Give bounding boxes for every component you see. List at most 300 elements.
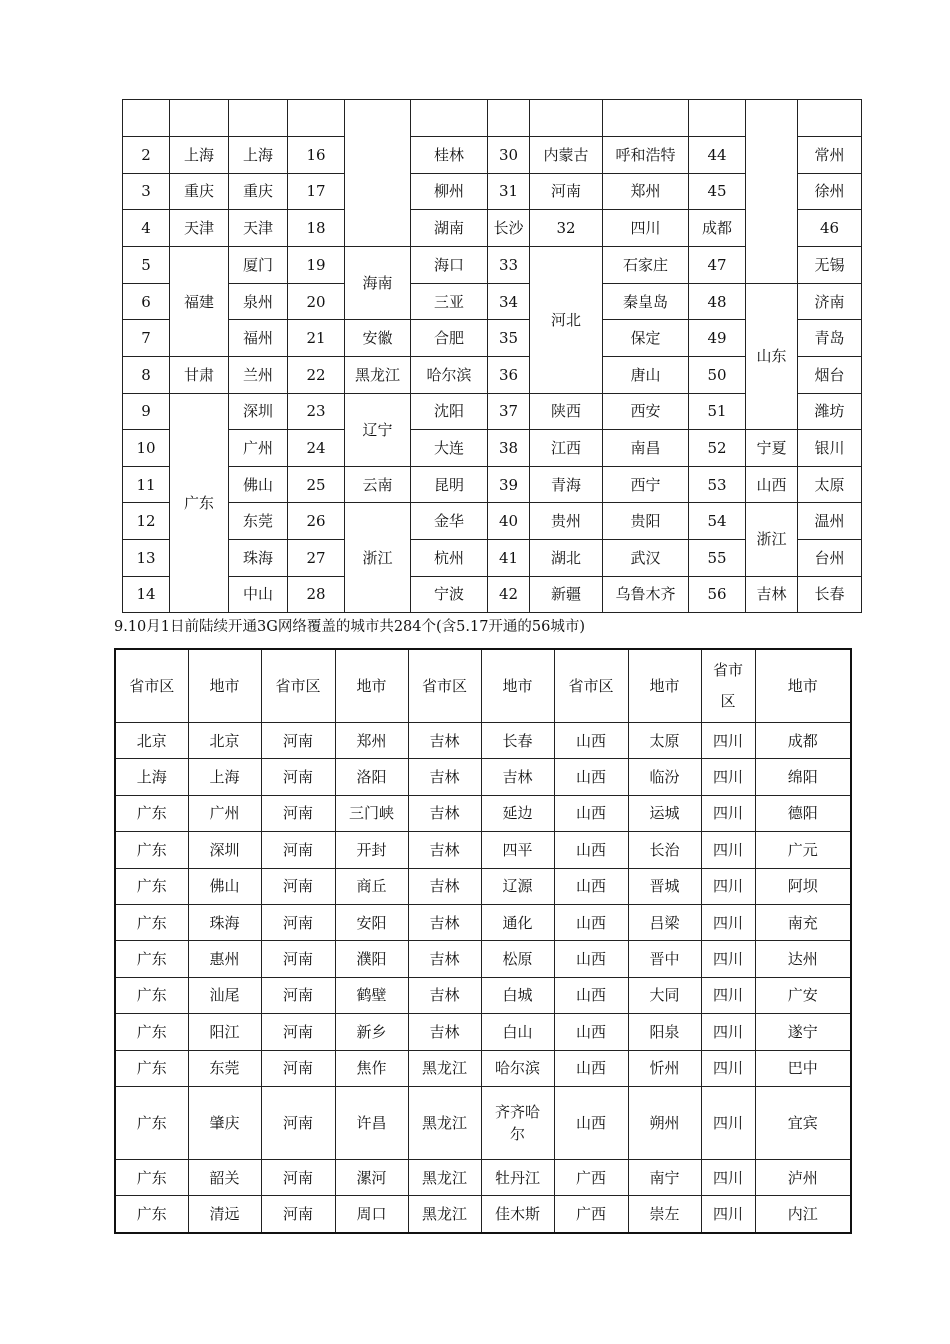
table-row — [115, 868, 851, 904]
city-cell — [755, 1159, 851, 1195]
province-cell — [554, 1014, 628, 1050]
city-cell — [481, 1014, 554, 1050]
province-cell — [261, 832, 335, 868]
city-cell — [481, 977, 554, 1013]
city-cell: 沈阳 — [411, 393, 488, 430]
city-cell — [335, 1196, 408, 1233]
cell-text: 宜宾 — [787, 1113, 818, 1132]
seq-number-cell: 52 — [689, 430, 746, 467]
cell-text: 广元 — [787, 840, 818, 859]
cell-text: 通化 — [502, 913, 533, 932]
cell-text: 清远 — [209, 1204, 240, 1223]
province-cell: 贵州 — [530, 503, 603, 540]
city-cell — [755, 977, 851, 1013]
province-cell — [115, 1086, 188, 1159]
city-cell — [628, 1086, 701, 1159]
cell-text: 忻州 — [649, 1059, 680, 1078]
seq-number-cell: 23 — [288, 393, 345, 430]
cell-text: 巴中 — [787, 1059, 818, 1078]
column-header-label: 省市区 — [421, 677, 467, 695]
province-cell — [115, 1159, 188, 1195]
city-cell — [335, 1086, 408, 1159]
seq-number-cell: 21 — [288, 320, 345, 357]
cell-text: 吕梁 — [649, 913, 680, 932]
seq-number-cell: 20 — [288, 283, 345, 320]
city-cell: 南昌 — [603, 430, 689, 467]
city-cell: 温州 — [798, 503, 862, 540]
cell-text: 晋城 — [649, 877, 680, 896]
cell-text: 白城 — [502, 986, 533, 1005]
city-cell — [188, 1014, 261, 1050]
province-cell — [554, 1159, 628, 1195]
cell-text: 上海 — [136, 768, 167, 787]
cell-text: 广东 — [136, 950, 167, 969]
table-row — [115, 1050, 851, 1086]
cell-text: 河南 — [282, 731, 313, 750]
province-cell — [408, 832, 481, 868]
cell-text: 山西 — [575, 877, 606, 896]
table-row — [123, 283, 862, 320]
province-cell: 黑龙江 — [345, 356, 411, 393]
province-cell — [408, 977, 481, 1013]
city-cell — [188, 868, 261, 904]
seq-number-cell: 4 — [123, 210, 170, 247]
province-cell — [115, 868, 188, 904]
cell-text: 漯河 — [356, 1168, 387, 1187]
province-cell: 福建 — [170, 247, 229, 357]
cell-text: 广西 — [575, 1204, 606, 1223]
empty-cell — [411, 100, 488, 137]
table-row — [123, 503, 862, 540]
province-cell — [261, 723, 335, 759]
province-cell — [701, 941, 755, 977]
seq-number-cell: 44 — [689, 137, 746, 174]
cell-text: 广东 — [136, 1204, 167, 1223]
province-cell — [261, 904, 335, 940]
seq-number-cell: 48 — [689, 283, 746, 320]
province-cell — [408, 1050, 481, 1086]
province-cell — [701, 977, 755, 1013]
city-cell: 福州 — [229, 320, 288, 357]
province-cell — [554, 795, 628, 831]
cell-text: 齐齐哈尔 — [494, 1102, 540, 1143]
province-cell: 宁夏 — [746, 430, 798, 467]
cell-text: 四川 — [712, 804, 743, 823]
city-cell: 海口 — [411, 247, 488, 284]
province-cell — [408, 941, 481, 977]
city-cell — [335, 832, 408, 868]
cell-text: 洛阳 — [356, 768, 387, 787]
seq-number-cell: 39 — [488, 466, 530, 503]
column-header — [481, 649, 554, 723]
table-row — [115, 977, 851, 1013]
cell-text: 吉林 — [429, 877, 460, 896]
city-cell: 徐州 — [798, 173, 862, 210]
city-cell — [335, 977, 408, 1013]
province-cell — [554, 977, 628, 1013]
city-cell — [755, 1014, 851, 1050]
city-cell: 上海 — [229, 137, 288, 174]
column-header — [261, 649, 335, 723]
province-cell — [408, 759, 481, 795]
city-cell: 郑州 — [603, 173, 689, 210]
cell-text: 哈尔滨 — [494, 1059, 540, 1078]
seq-number-cell: 37 — [488, 393, 530, 430]
province-cell — [554, 868, 628, 904]
cell-text: 四川 — [712, 1059, 743, 1078]
cell-text: 吉林 — [502, 768, 533, 787]
province-cell: 甘肃 — [170, 356, 229, 393]
cell-text: 山西 — [575, 1113, 606, 1132]
column-header-label: 地市 — [787, 677, 818, 695]
city-cell: 重庆 — [229, 173, 288, 210]
seq-number-cell: 45 — [689, 173, 746, 210]
cell-text: 广东 — [136, 1059, 167, 1078]
seq-number-cell: 40 — [488, 503, 530, 540]
province-cell — [554, 1086, 628, 1159]
column-header — [701, 649, 755, 723]
cell-text: 河南 — [282, 840, 313, 859]
cell-text: 山西 — [575, 804, 606, 823]
city-cell: 武汉 — [603, 539, 689, 576]
province-cell — [408, 1159, 481, 1195]
city-cell — [755, 941, 851, 977]
seq-number-cell: 5 — [123, 247, 170, 284]
province-cell — [554, 723, 628, 759]
seq-number-cell: 2 — [123, 137, 170, 174]
seq-number-cell: 13 — [123, 539, 170, 576]
empty-cell — [798, 100, 862, 137]
column-header — [188, 649, 261, 723]
column-header — [115, 649, 188, 723]
empty-cell — [288, 100, 345, 137]
city-cell — [188, 723, 261, 759]
province-cell — [261, 1159, 335, 1195]
cell-text: 晋中 — [649, 950, 680, 969]
city-cell — [481, 941, 554, 977]
province-cell: 上海 — [170, 137, 229, 174]
seq-number-cell: 36 — [488, 356, 530, 393]
province-cell: 四川 — [603, 210, 689, 247]
seq-number-cell: 51 — [689, 393, 746, 430]
province-cell — [554, 1050, 628, 1086]
province-cell — [701, 759, 755, 795]
seq-number-cell: 30 — [488, 137, 530, 174]
city-cell — [628, 904, 701, 940]
city-cell — [481, 723, 554, 759]
province-cell — [115, 1050, 188, 1086]
city-cell — [755, 904, 851, 940]
city-cell: 广州 — [229, 430, 288, 467]
cell-text: 阳泉 — [649, 1022, 680, 1041]
city-cell — [481, 1159, 554, 1195]
province-cell: 湖南 — [411, 210, 488, 247]
city-cell: 无锡 — [798, 247, 862, 284]
cell-text: 深圳 — [209, 840, 240, 859]
table-header-row — [115, 649, 851, 723]
province-cell — [261, 977, 335, 1013]
cell-text: 河南 — [282, 768, 313, 787]
cell-text: 黑龙江 — [421, 1059, 467, 1078]
table-row — [115, 723, 851, 759]
seq-number-cell: 14 — [123, 576, 170, 613]
province-cell — [408, 1196, 481, 1233]
city-cell: 宁波 — [411, 576, 488, 613]
city-cell: 合肥 — [411, 320, 488, 357]
cell-text: 朔州 — [649, 1113, 680, 1132]
province-cell — [115, 941, 188, 977]
seq-number-cell: 42 — [488, 576, 530, 613]
province-cell — [261, 1050, 335, 1086]
cell-text: 达州 — [787, 950, 818, 969]
seq-number-cell: 7 — [123, 320, 170, 357]
cell-text: 广东 — [136, 840, 167, 859]
seq-number-cell: 3 — [123, 173, 170, 210]
cell-text: 绵阳 — [787, 768, 818, 787]
province-cell — [261, 759, 335, 795]
column-header — [408, 649, 481, 723]
province-cell — [554, 832, 628, 868]
city-cell: 乌鲁木齐 — [603, 576, 689, 613]
city-cell — [188, 795, 261, 831]
column-header-label: 地市 — [209, 677, 240, 695]
seq-number-cell: 33 — [488, 247, 530, 284]
seq-number-cell: 18 — [288, 210, 345, 247]
city-cell: 台州 — [798, 539, 862, 576]
cell-text: 吉林 — [429, 913, 460, 932]
seq-number-cell: 34 — [488, 283, 530, 320]
cell-text: 吉林 — [429, 768, 460, 787]
cell-text: 四川 — [712, 768, 743, 787]
province-cell: 青海 — [530, 466, 603, 503]
empty-cell — [170, 100, 229, 137]
city-cell — [628, 977, 701, 1013]
cell-text: 河南 — [282, 1022, 313, 1041]
province-cell — [408, 723, 481, 759]
city-cell — [755, 723, 851, 759]
cell-text: 太原 — [649, 731, 680, 750]
province-cell — [701, 904, 755, 940]
city-cell: 潍坊 — [798, 393, 862, 430]
cell-text: 开封 — [356, 840, 387, 859]
cell-text: 成都 — [787, 731, 818, 750]
column-header-label: 省市区 — [568, 677, 614, 695]
cell-text: 吉林 — [429, 986, 460, 1005]
seq-number-cell: 35 — [488, 320, 530, 357]
cell-text: 四川 — [712, 1022, 743, 1041]
city-cell: 中山 — [229, 576, 288, 613]
province-cell — [115, 759, 188, 795]
city-cell — [335, 1050, 408, 1086]
cell-text: 佛山 — [209, 877, 240, 896]
empty-cell — [603, 100, 689, 137]
cell-text: 广西 — [575, 1168, 606, 1187]
seq-number-cell: 24 — [288, 430, 345, 467]
city-cell — [755, 795, 851, 831]
cell-text: 汕尾 — [209, 986, 240, 1005]
province-cell: 江西 — [530, 430, 603, 467]
city-cell — [628, 1050, 701, 1086]
city-cell — [481, 832, 554, 868]
city-cell — [628, 759, 701, 795]
cell-text: 四川 — [712, 986, 743, 1005]
city-cell: 呼和浩特 — [603, 137, 689, 174]
cell-text: 泸州 — [787, 1168, 818, 1187]
cell-text: 珠海 — [209, 913, 240, 932]
province-cell — [261, 795, 335, 831]
city-cell — [628, 1196, 701, 1233]
city-cell — [755, 1050, 851, 1086]
cell-text: 黑龙江 — [421, 1168, 467, 1187]
city-cell — [188, 904, 261, 940]
cell-text: 焦作 — [356, 1059, 387, 1078]
seq-number-cell: 47 — [689, 247, 746, 284]
seq-number-cell: 54 — [689, 503, 746, 540]
city-cell: 常州 — [798, 137, 862, 174]
city-cell: 济南 — [798, 283, 862, 320]
column-header — [335, 649, 408, 723]
city-table-2 — [114, 648, 852, 1234]
cell-text: 遂宁 — [787, 1022, 818, 1041]
cell-text: 佳木斯 — [494, 1204, 540, 1223]
cell-text: 河南 — [282, 1113, 313, 1132]
province-cell: 海南 — [345, 247, 411, 320]
cell-text: 广东 — [136, 1113, 167, 1132]
province-cell: 河北 — [530, 247, 603, 393]
cell-text: 四川 — [712, 913, 743, 932]
cell-text: 四川 — [712, 840, 743, 859]
city-cell: 桂林 — [411, 137, 488, 174]
province-cell — [701, 868, 755, 904]
cell-text: 山西 — [575, 1022, 606, 1041]
province-cell — [115, 832, 188, 868]
city-cell: 银川 — [798, 430, 862, 467]
cell-text: 新乡 — [356, 1022, 387, 1041]
cell-text: 河南 — [282, 877, 313, 896]
seq-number-cell: 46 — [798, 210, 862, 247]
city-cell: 厦门 — [229, 247, 288, 284]
cell-text: 四川 — [712, 731, 743, 750]
province-cell — [115, 723, 188, 759]
province-cell — [701, 1086, 755, 1159]
table-row — [123, 576, 862, 613]
city-cell — [755, 1086, 851, 1159]
province-cell: 内蒙古 — [530, 137, 603, 174]
empty-cell — [123, 100, 170, 137]
cell-text: 广东 — [136, 804, 167, 823]
cell-text: 惠州 — [209, 950, 240, 969]
city-cell — [335, 868, 408, 904]
province-cell: 陕西 — [530, 393, 603, 430]
province-cell — [701, 832, 755, 868]
city-cell — [188, 941, 261, 977]
cell-text: 广安 — [787, 986, 818, 1005]
province-cell: 云南 — [345, 466, 411, 503]
seq-number-cell: 49 — [689, 320, 746, 357]
table-row — [115, 759, 851, 795]
city-cell: 太原 — [798, 466, 862, 503]
table-row — [123, 430, 862, 467]
cell-text: 大同 — [649, 986, 680, 1005]
city-cell — [628, 1014, 701, 1050]
cell-text: 山西 — [575, 950, 606, 969]
city-cell — [335, 1159, 408, 1195]
city-cell — [628, 868, 701, 904]
seq-number-cell: 9 — [123, 393, 170, 430]
province-cell — [115, 1196, 188, 1233]
city-cell — [628, 1159, 701, 1195]
cell-text: 广东 — [136, 877, 167, 896]
cell-text: 广州 — [209, 804, 240, 823]
city-cell: 长沙 — [488, 210, 530, 247]
table-row — [115, 1014, 851, 1050]
seq-number-cell: 16 — [288, 137, 345, 174]
seq-number-cell: 41 — [488, 539, 530, 576]
cell-text: 河南 — [282, 913, 313, 932]
cell-text: 商丘 — [356, 877, 387, 896]
city-cell — [335, 723, 408, 759]
province-cell — [115, 795, 188, 831]
cell-text: 辽源 — [502, 877, 533, 896]
city-cell: 长春 — [798, 576, 862, 613]
table-row — [115, 1086, 851, 1159]
city-cell: 保定 — [603, 320, 689, 357]
cell-text: 河南 — [282, 1168, 313, 1187]
cell-text: 上海 — [209, 768, 240, 787]
province-cell — [115, 904, 188, 940]
cell-text: 河南 — [282, 950, 313, 969]
city-cell — [188, 1159, 261, 1195]
cell-text: 吉林 — [429, 804, 460, 823]
seq-number-cell: 28 — [288, 576, 345, 613]
city-cell — [188, 1050, 261, 1086]
city-cell: 天津 — [229, 210, 288, 247]
cell-text: 安阳 — [356, 913, 387, 932]
province-cell: 湖北 — [530, 539, 603, 576]
cell-text: 四川 — [712, 950, 743, 969]
cell-text: 山西 — [575, 913, 606, 932]
cell-text: 河南 — [282, 1204, 313, 1223]
cell-text: 延边 — [502, 804, 533, 823]
seq-number-cell: 8 — [123, 356, 170, 393]
seq-number-cell: 12 — [123, 503, 170, 540]
cell-text: 阳江 — [209, 1022, 240, 1041]
city-cell: 成都 — [689, 210, 746, 247]
cell-text: 山西 — [575, 1059, 606, 1078]
cell-text: 山西 — [575, 731, 606, 750]
cell-text: 山西 — [575, 840, 606, 859]
province-cell: 辽宁 — [345, 393, 411, 466]
province-cell — [408, 868, 481, 904]
province-cell — [701, 723, 755, 759]
city-cell — [481, 1050, 554, 1086]
column-header-label: 地市 — [356, 677, 387, 695]
cell-text: 南宁 — [649, 1168, 680, 1187]
seq-number-cell: 17 — [288, 173, 345, 210]
cell-text: 临汾 — [649, 768, 680, 787]
province-cell — [408, 1014, 481, 1050]
cell-text: 濮阳 — [356, 950, 387, 969]
table-row — [123, 466, 862, 503]
cell-text: 广东 — [136, 1168, 167, 1187]
city-cell: 西安 — [603, 393, 689, 430]
cell-text: 四川 — [712, 1113, 743, 1132]
province-cell: 重庆 — [170, 173, 229, 210]
city-cell — [335, 1014, 408, 1050]
cell-text: 阿坝 — [787, 877, 818, 896]
cell-text: 广东 — [136, 986, 167, 1005]
city-cell — [188, 832, 261, 868]
